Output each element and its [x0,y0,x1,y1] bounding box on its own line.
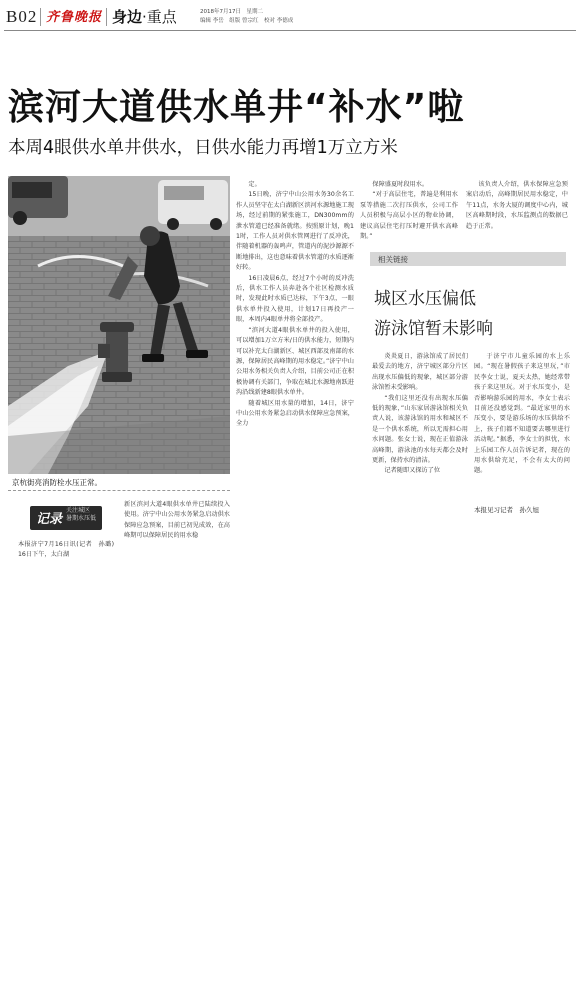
column-logo-subtext-2: 暑期水压低 [66,515,97,522]
section-title-a: 身边 [112,8,143,26]
dashed-divider [8,490,230,491]
header-divider [40,8,41,26]
newspaper-logo: 齐鲁晚报 [46,10,103,25]
editor-credits: 编辑 李岳 组版 曾宗红 校对 李德成 [200,18,294,24]
section-title [112,6,177,27]
related-column-b [474,352,570,500]
related-byline: 本报见习记者 孙久旭 [474,506,539,514]
paragraph: 记者随即又探访了位 [384,467,441,475]
section-title-dot: · [142,8,147,26]
main-headline: 滨河大道供水单井“补水”啦 [8,87,465,128]
news-photo [8,176,230,474]
column-logo-subtext [66,507,96,523]
hydrant-photo-illustration [8,176,230,474]
column-logo-text: 记录 [36,512,63,527]
sub-headline: 本周4眼供水单井供水，日供水能力再增1万立方米 [8,138,398,158]
column-logo-subtext-1: 关注城区 [66,507,91,514]
paragraph: “对于高层住宅，普遍是利用水泵等措施二次打压供水，公司工作人员积极与高层小区的物业协调，建议高层住宅打压时避开供水高峰期。” [360,191,458,241]
header-rule [4,30,576,31]
paragraph: 定。 [248,181,261,188]
related-column-a [372,352,468,522]
paragraph: 保障盛夏时段用水。 [372,181,429,188]
header-divider [106,8,107,26]
paragraph: 16日凌晨6点，经过7个小时的反冲洗后，供水工作人员奔赴各个社区检测水质时，发现此时水质已达标，下午3点，一眼供水单井投入使用，计划17日再投产一眼，本周内4眼单井将全部投产。 [236,274,354,324]
article-column-2 [360,180,458,248]
paragraph: “滨河大道4眼供水单井的投入使用，可以增加1万立方米/日的供水能力，短期内可以补充太白湖新区、城区西部及南部的水源，保障居民高峰期的用水稳定。”济宁中山公用水务相关负责人介绍，目前公司正在积极协调有关部门，争取在城北水源地南跃进沟沿线新建8眼供水单井。 [236,326,354,397]
paragraph: 该负责人介绍，供水保障应急预案启动后，高峰期居民用水稳定，中午11点，水务大厦的调度中心内，城区高峰期时段，水压监测点的数据已趋于正常。 [466,181,568,230]
related-title-line-1: 城区水压偏低 [374,289,476,309]
issue-date: 2018年7月17日 星期二 [200,9,263,15]
page-number: B02 [6,7,38,26]
paragraph: 于济宁市儿童乐园的水上乐园。“现在暑假孩子来这里玩，”市民李女士说，夏天太热，她经常带孩子来这里玩。对于水压变小，是否影响游乐园的用水，李女士表示目前还没感觉到。“最近家里的水压变小，要是游乐场的水压供给不上，孩子们都不知道要去哪里进行活动呢。”据悉，李女士的担忧，水上乐园工作人员告诉记者，现在的用水供给充足，不会有太大的问题。 [474,353,570,475]
article-column-1 [236,180,354,558]
paragraph: 随着城区用水量的增加，14日，济宁中山公用水务紧急启动供水保障应急预案，全力 [236,399,354,428]
article-column-3 [466,180,568,248]
article-lead: 本报济宁7月16日讯(记者 孙璐) 16日下午，太白湖 [18,541,121,559]
section-title-b: 重点 [146,8,177,26]
paragraph: 15日晚，济宁中山公用水务30余名工作人员坚守在太白湖新区滨河水源地施工现场，经过前期的紧张施工，DN300mm的泄水管道已经准备就绪。按照原计划，晚11时，工作人员对供水管网进行了反冲洗，伴随着机器的轰鸣声，管道内的泥沙源源不断地排出，这也意味着供水管道的水质逐渐好转。 [236,191,354,272]
paragraph: 炎炎夏日，游泳馆成了居民们最爱去的地方，济宁城区部分片区出现水压偏低的现象，城区部分游泳馆暂未受影响。 [372,353,468,392]
paragraph: “我们这里还没有出现水压偏低的现象，”山东家居游泳馆相关负责人说，该游泳馆的用水和城区不是一个供水系统，所以无需担心用水问题。张女士说，现在正值游泳高峰期，游泳池的水每天都会及时更新，保持水的清洁。 [372,394,468,465]
related-title-line-2: 游泳馆暂未影响 [374,319,493,339]
related-link-label: 相关链接 [378,255,408,264]
article-column-b: 新区滨河大道4眼供水单井已陆续投入使用。济宁中山公用水务紧急启动供水保障应急预案，目前已初见成效，在高峰期可以保障居民的用水稳 [124,501,230,540]
photo-caption: 京杭街亮消防栓水压正常。 [12,478,102,487]
